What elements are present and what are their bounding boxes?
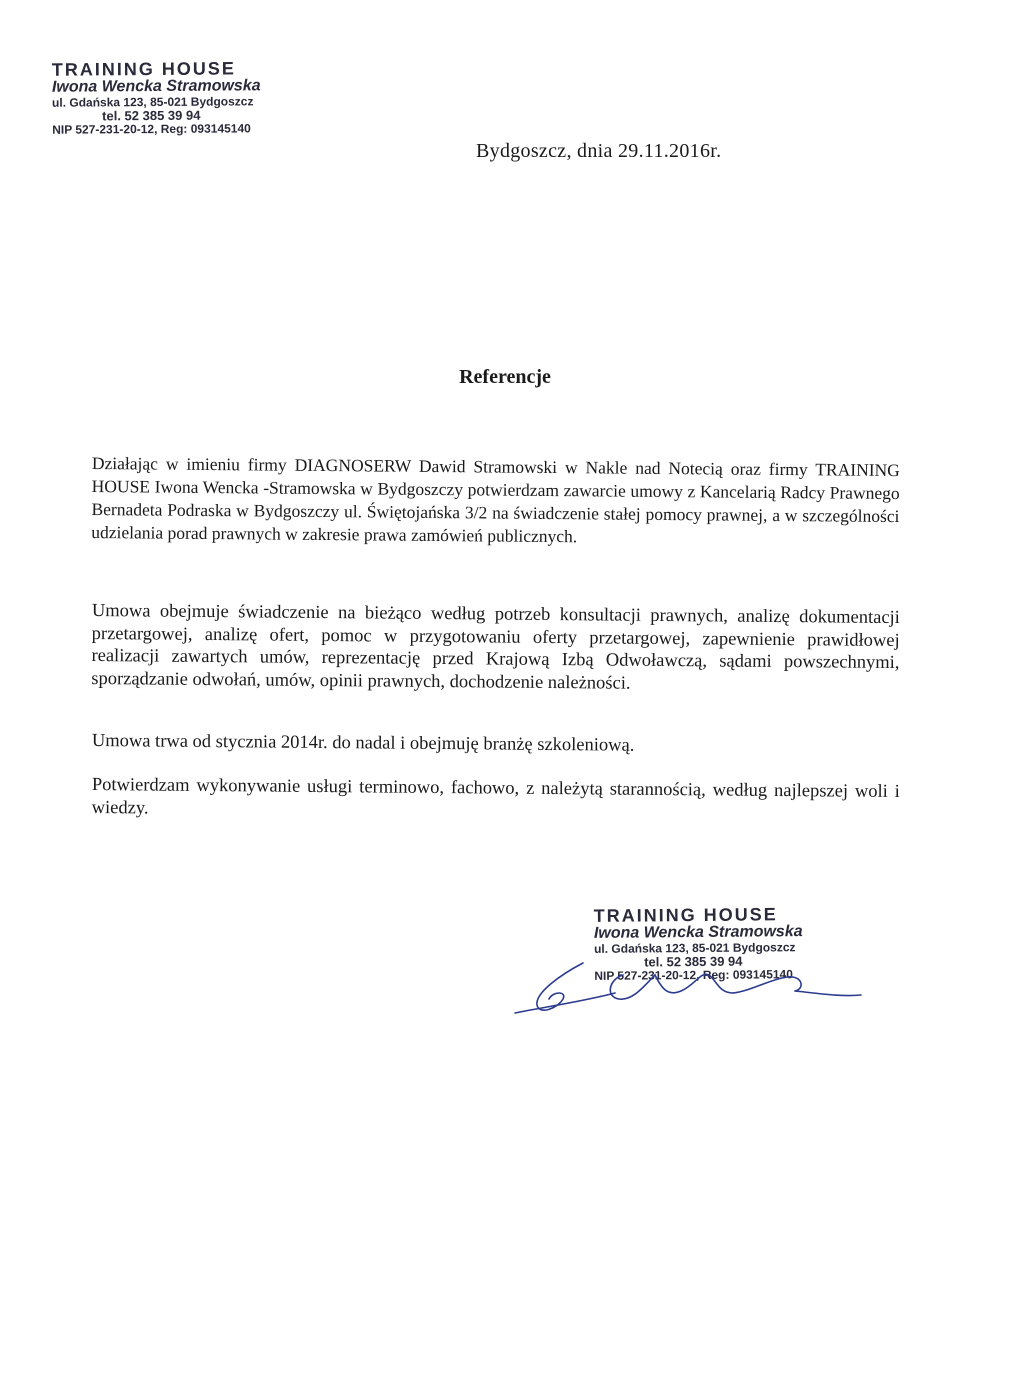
paragraph-text: Potwierdzam wykonywanie usługi terminowo, fachowo, z należytą starannością, według najlepszej woli i wiedzy. bbox=[91, 774, 900, 818]
paragraph-text: Działając w imieniu firmy DIAGNOSERW Dawid Stramowski w Nakle nad Notecią oraz firmy TRAINING HOUSE Iwona Wencka -Stramowska w Bydgoszczy potwierdzam zawarcie umowy z Kancelarią Radcy Prawnego Bernadeta Podraska w Bydgoszczy ul. Świętojańska 3/2 na świadczenie stałej pomocy prawnej, a w szczególności udzielania porad prawnych w zakresie prawa zamówień publicznych. bbox=[91, 452, 900, 547]
paragraph-duration bbox=[92, 730, 900, 760]
stamp-phone: tel. 52 385 39 94 bbox=[644, 953, 743, 970]
stamp-phone: tel. 52 385 39 94 bbox=[102, 107, 201, 124]
stamp-address: ul. Gdańska 123, 85-021 Bydgoszcz bbox=[593, 940, 796, 956]
stamp-owner-name: Iwona Wencka Stramowska bbox=[51, 77, 261, 96]
paragraph-introduction bbox=[91, 452, 900, 551]
paragraph-scope bbox=[91, 600, 900, 697]
stamp-address: ul. Gdańska 123, 85-021 Bydgoszcz bbox=[51, 94, 254, 110]
stamp-company-name: TRAINING HOUSE bbox=[593, 904, 778, 926]
stamp-owner-name: Iwona Wencka Stramowska bbox=[593, 923, 803, 942]
stamp-nip: NIP 527-231-20-12, Reg: 093145140 bbox=[52, 121, 251, 137]
paragraph-confirmation bbox=[92, 774, 900, 826]
signature-stamp bbox=[594, 905, 803, 982]
letter-date: Bydgoszcz, dnia 29.11.2016r. bbox=[476, 140, 722, 162]
paragraph-text: Umowa trwa od stycznia 2014r. do nadal i obejmuję branżę szkoleniową. bbox=[91, 730, 635, 756]
stamp-nip: NIP 527-231-20-12, Reg: 093145140 bbox=[594, 967, 793, 983]
header-stamp bbox=[52, 59, 261, 135]
paragraph-text: Umowa obejmuje świadczenie na bieżąco według potrzeb konsultacji prawnych, analizę dokumentacji przetargowej, analizę ofert, pomoc w przygotowaniu oferty przetargowej, zapewnienie prawidłowej realizacji zawartych umów, reprezentację przed Krajową Izbą Odwoławczą, sądami powszechnymi, sporządzanie odwołań, umów, opinii prawnych, dochodzenie należności. bbox=[91, 600, 900, 694]
stamp-company-name: TRAINING HOUSE bbox=[51, 58, 236, 80]
letter-title: Referencje bbox=[459, 366, 551, 388]
